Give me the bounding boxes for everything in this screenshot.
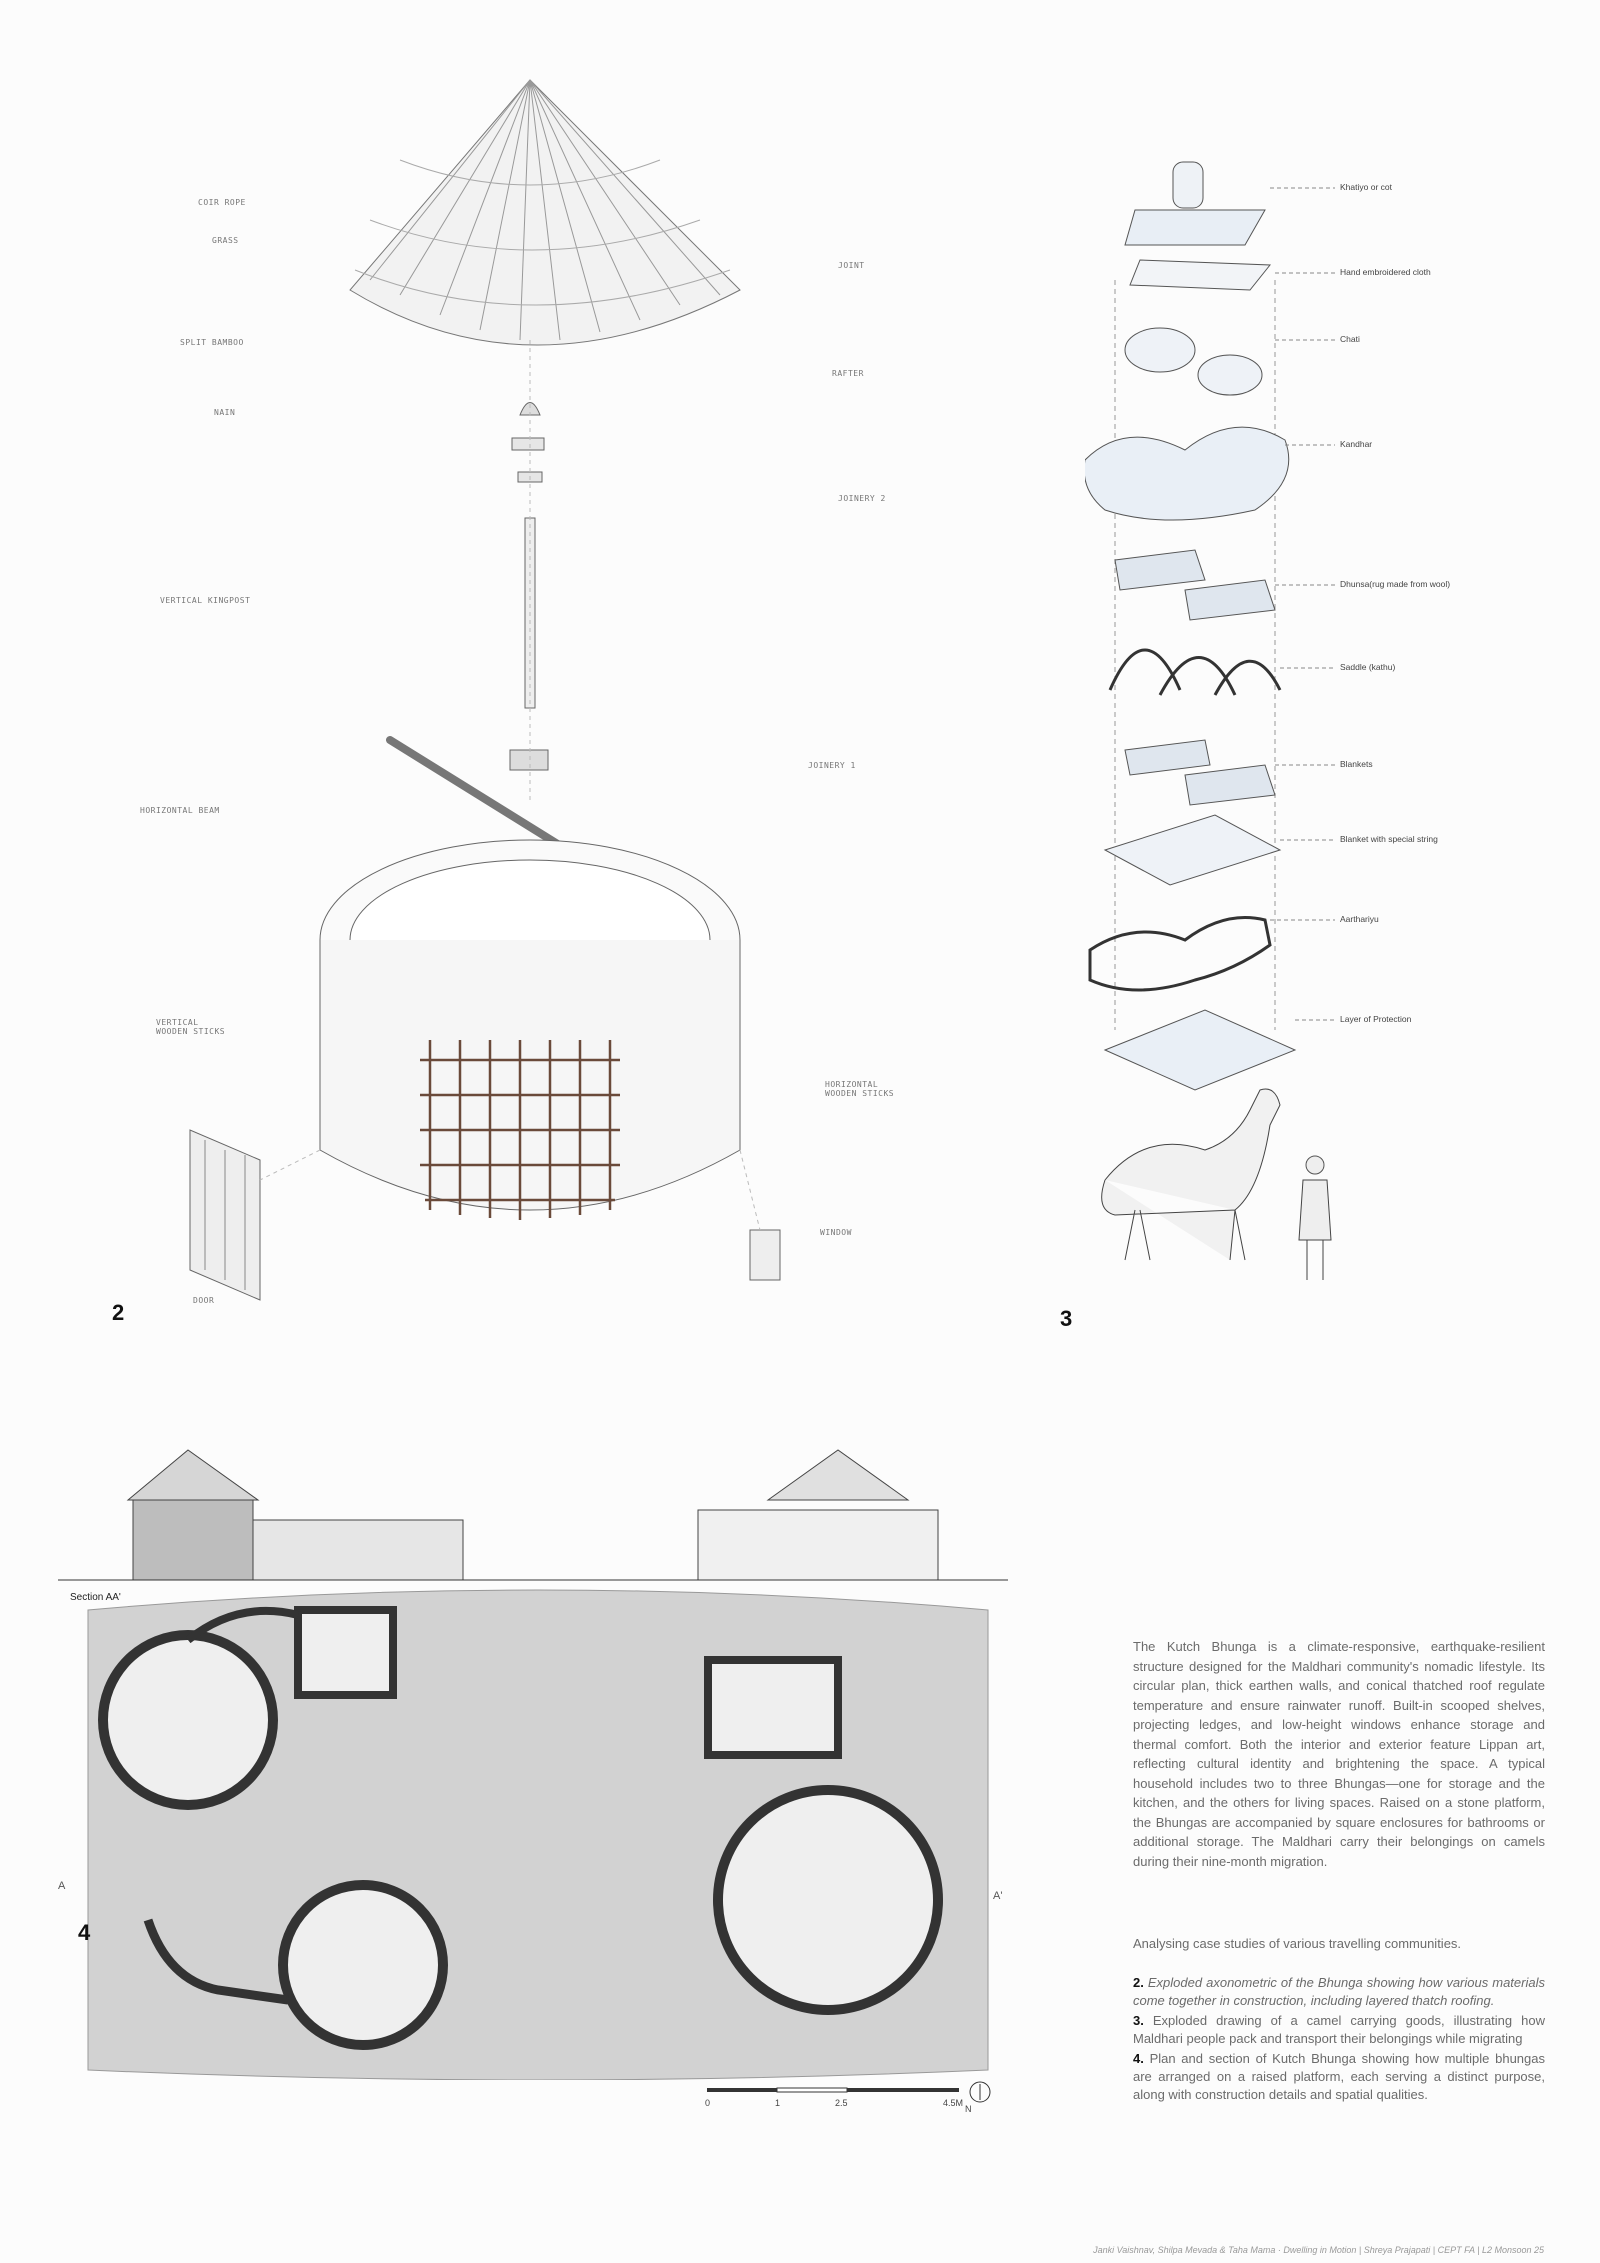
label-coir-rope: COIR ROPE	[198, 198, 246, 207]
figure-3-camel-load	[1085, 150, 1485, 1330]
caption-4	[1133, 2050, 1545, 2104]
axis-label-a: A	[58, 1880, 66, 1892]
caption-3-number: 3.	[1133, 2013, 1144, 2028]
label-grass: GRASS	[212, 236, 239, 245]
label-rafter: RAFTER	[832, 369, 864, 378]
label-joint: JOINT	[838, 261, 865, 270]
figure-2-axonometric	[100, 40, 1000, 1330]
item-embroidered-cloth: Hand embroidered cloth	[1340, 267, 1431, 277]
item-kandhar: Kandhar	[1340, 439, 1373, 449]
figure-2-number: 2	[112, 1300, 125, 1325]
axonometric-drawing	[100, 40, 1000, 1330]
item-blankets: Blankets	[1340, 759, 1373, 769]
caption-4-number: 4.	[1133, 2051, 1144, 2066]
label-vertical-sticks: VERTICAL WOODEN STICKS	[156, 1018, 226, 1036]
item-dhunsa: Dhunsa(rug made from wool)	[1340, 579, 1451, 589]
axis-label-a-prime: A'	[993, 1890, 1003, 1902]
figure-captions	[1133, 1974, 1545, 2106]
figure-4-plan-section	[58, 1420, 1008, 2080]
item-aarthariyu: Aarthariyu	[1340, 914, 1379, 924]
item-blanket-string: Blanket with special string	[1340, 834, 1438, 844]
intro-line: Analysing case studies of various travelling communities.	[1133, 1936, 1462, 1951]
caption-2	[1133, 1974, 1545, 2010]
caption-2-number: 2.	[1133, 1975, 1144, 1990]
bhunga-description: The Kutch Bhunga is a climate-responsive, earthquake-resilient structure designed for the Maldhari community's nomadic lifestyle. Its circular plan, thick earthen walls, and conical thatched roof regulate temperature and ensure rainwater runoff. Built-in scooped shelves, projecting ledges, and low-height windows enhance storage and thermal comfort. Both the interior and exterior feature Lippan art, reflecting cultural identity and brightening the space. A typical household includes two to three Bhungas—one for storage and the kitchen, and the others for living spaces. Raised on a stone platform, the Bhungas are accompanied by square enclosures for bathrooms or additional storage. The Maldhari carry their belongings on camels during their nine-month migration.	[1133, 1639, 1545, 1869]
scale-tick-2-5: 2.5	[835, 2098, 848, 2108]
caption-4-text: Plan and section of Kutch Bhunga showing how multiple bhungas are arranged on a raised platform, each serving a distinct purpose, along with construction details and spatial qualities.	[1133, 2051, 1545, 2102]
section-label: Section AA'	[70, 1592, 121, 1603]
scale-tick-0: 0	[705, 2098, 711, 2108]
label-joinery-1: JOINERY 1	[808, 761, 856, 770]
caption-2-text: Exploded axonometric of the Bhunga showing how various materials come together in construction, including layered thatch roofing.	[1133, 1975, 1545, 2008]
camel-load-drawing	[1085, 150, 1485, 1330]
figure-3-number: 3	[1060, 1306, 1073, 1331]
item-chati: Chati	[1340, 334, 1360, 344]
caption-3-text: Exploded drawing of a camel carrying goods, illustrating how Maldhari people pack and transport their belongings while migrating	[1133, 2013, 1545, 2046]
label-vertical-kingpost: VERTICAL KINGPOST	[160, 596, 251, 605]
scale-bar	[705, 2080, 1005, 2120]
scale-tick-1: 1	[775, 2098, 781, 2108]
label-horizontal-beam: HORIZONTAL BEAM	[140, 806, 220, 815]
label-joinery-2: JOINERY 2	[838, 494, 886, 503]
page-footer: Janki Vaishnav, Shilpa Mevada & Taha Mama · Dwelling in Motion | Shreya Prajapati | CEPT FA | L2 Monsoon 25	[1093, 2245, 1544, 2255]
item-khatiyo: Khatiyo or cot	[1340, 182, 1392, 192]
figure-4-number: 4	[78, 1920, 91, 1945]
label-split-bamboo: SPLIT BAMBOO	[180, 338, 244, 347]
caption-3	[1133, 2012, 1545, 2048]
north-label: N	[965, 2104, 972, 2114]
scale-tick-4-5: 4.5M	[943, 2098, 964, 2108]
item-layer-protection: Layer of Protection	[1340, 1014, 1412, 1024]
item-saddle: Saddle (kathu)	[1340, 662, 1396, 672]
label-nain: NAIN	[214, 408, 236, 417]
label-window: WINDOW	[820, 1228, 852, 1237]
plan-section-drawing	[58, 1420, 1008, 2080]
label-horizontal-sticks: HORIZONTAL WOODEN STICKS	[825, 1080, 895, 1098]
label-door: DOOR	[193, 1296, 215, 1305]
